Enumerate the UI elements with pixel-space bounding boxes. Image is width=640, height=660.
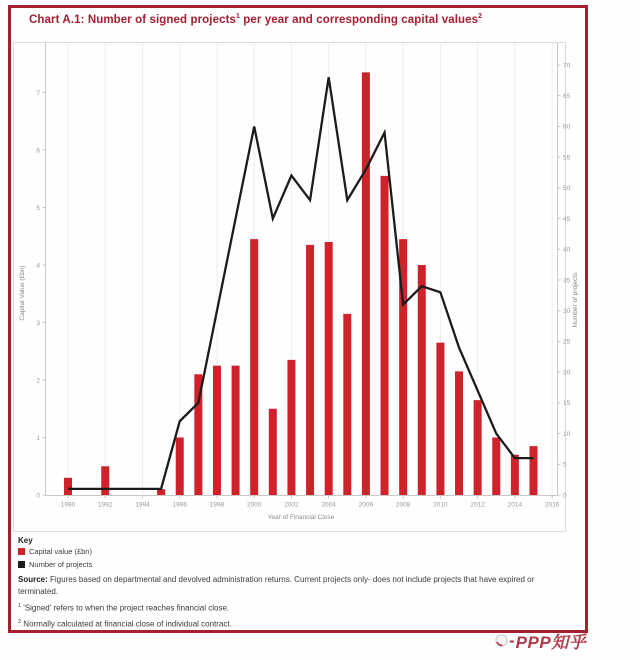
watermark-dash: - (509, 630, 515, 650)
chart-title-main: Chart A.1: Number of signed projects (29, 13, 237, 26)
right-tick-label-15: 15 (563, 400, 571, 408)
x-tick-label-1994: 1994 (135, 501, 150, 509)
key-item-number-of-projects (18, 560, 574, 569)
source-note (18, 574, 558, 597)
right-tick-label-20: 20 (563, 369, 571, 377)
key-item-label: Capital value (£bn) (29, 547, 92, 556)
bar-2015 (530, 446, 538, 495)
x-tick-label-2014: 2014 (507, 501, 523, 509)
projects-line (68, 77, 534, 489)
right-tick-label-45: 45 (563, 215, 571, 223)
source-text: Figures based on departmental and devolved administration returns. Current projects only- does not include projects that have expired or terminated. (18, 575, 535, 596)
left-tick-label-4: 4 (36, 262, 40, 270)
bar-2012 (474, 400, 482, 495)
x-axis-title: Year of Financial Close (267, 514, 335, 521)
footnote-1 (18, 601, 574, 614)
right-tick-label-0: 0 (563, 492, 567, 500)
chart-footer (18, 536, 574, 629)
x-tick-label-2016: 2016 (544, 501, 560, 509)
key-item-capital-value (18, 547, 574, 556)
bar-2002 (287, 360, 295, 495)
right-tick-label-25: 25 (563, 338, 571, 346)
footnote-1-marker: 1 (18, 602, 22, 609)
bar-2003 (306, 245, 314, 495)
left-tick-label-3: 3 (36, 319, 40, 327)
capital-value-swatch-icon (18, 548, 25, 555)
watermark (494, 628, 586, 653)
chart-title-footnote-ref-1: 1 (236, 13, 241, 20)
right-tick-label-5: 5 (563, 461, 567, 469)
right-tick-label-30: 30 (563, 308, 571, 316)
bar-1995 (157, 489, 165, 495)
right-tick-label-70: 70 (563, 62, 571, 70)
bar-1992 (101, 466, 109, 495)
right-tick-label-35: 35 (563, 277, 571, 285)
bar-2006 (362, 72, 370, 495)
right-tick-label-40: 40 (563, 246, 571, 254)
number-of-projects-swatch-icon (18, 561, 25, 568)
bar-2010 (436, 343, 444, 495)
right-tick-label-55: 55 (563, 154, 571, 162)
key-item-label: Number of projects (29, 560, 93, 569)
x-tick-label-2000: 2000 (246, 501, 262, 509)
x-tick-label-1990: 1990 (60, 501, 76, 509)
right-tick-label-10: 10 (563, 430, 571, 438)
right-axis-title: Number of projects (572, 272, 579, 328)
bar-2005 (343, 314, 351, 495)
bar-1990 (64, 478, 72, 495)
x-tick-label-2008: 2008 (395, 501, 411, 509)
right-tick-label-65: 65 (563, 93, 571, 101)
left-tick-label-5: 5 (36, 204, 40, 212)
left-tick-label-7: 7 (36, 89, 40, 97)
right-tick-label-50: 50 (563, 185, 571, 193)
left-tick-label-0: 0 (36, 492, 40, 500)
bar-2013 (492, 438, 500, 496)
footnote-2 (18, 617, 574, 630)
x-tick-label-2010: 2010 (433, 501, 448, 509)
watermark-icon (494, 633, 509, 648)
chart-title-mid: per year and corresponding capital values (240, 13, 479, 26)
chart-title-footnote-ref-2: 2 (478, 13, 483, 20)
watermark-text: PPP知乎 (515, 633, 587, 652)
left-tick-label-1: 1 (36, 434, 40, 442)
source-label: Source: (18, 575, 48, 584)
bar-1996 (176, 438, 184, 496)
left-tick-label-6: 6 (36, 147, 40, 155)
bar-1998 (213, 366, 221, 495)
x-tick-label-2002: 2002 (284, 501, 299, 509)
left-axis-title: Capital Value (£bn) (19, 265, 26, 321)
right-tick-label-60: 60 (563, 123, 571, 131)
bar-2014 (511, 455, 519, 495)
bar-2000 (250, 239, 258, 495)
x-tick-label-1992: 1992 (98, 501, 113, 509)
bar-2009 (418, 265, 426, 495)
bar-1999 (232, 366, 240, 495)
bar-2007 (381, 176, 389, 495)
bar-2004 (325, 242, 333, 495)
x-tick-label-2006: 2006 (358, 501, 374, 509)
bar-2011 (455, 371, 463, 495)
x-tick-label-1998: 1998 (209, 501, 225, 509)
x-tick-label-2004: 2004 (321, 501, 336, 509)
x-tick-label-2012: 2012 (470, 501, 485, 509)
bar-2001 (269, 409, 277, 495)
footnote-2-marker: 2 (18, 618, 22, 625)
footnote-1-text: 'Signed' refers to when the project reaches financial close. (21, 603, 230, 613)
footnote-2-text: Normally calculated at financial close of individual contract. (21, 619, 232, 629)
x-tick-label-1996: 1996 (172, 501, 187, 509)
key-title: Key (18, 536, 33, 545)
left-tick-label-2: 2 (36, 377, 40, 385)
